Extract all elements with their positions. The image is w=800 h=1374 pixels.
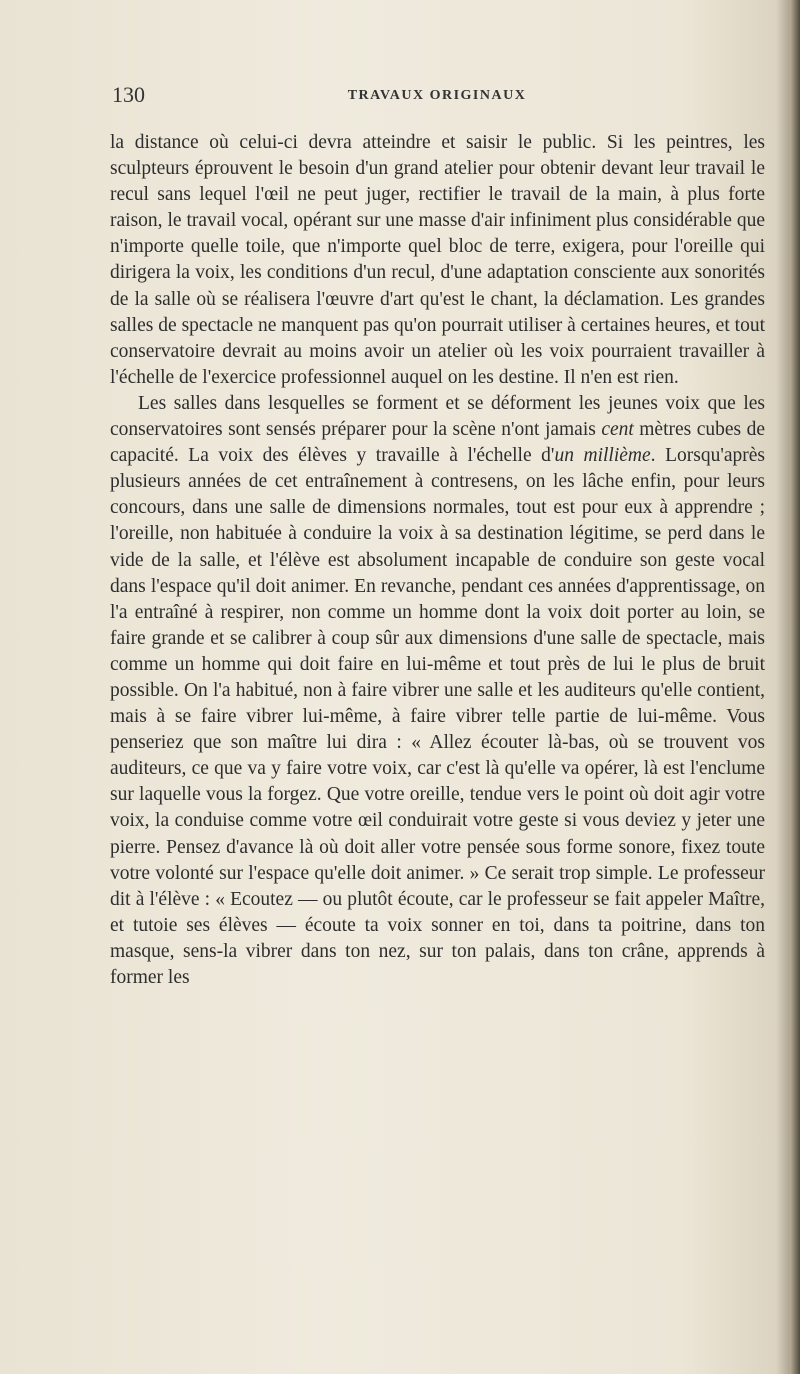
- page-header: [112, 82, 762, 112]
- body-text: [110, 130, 765, 991]
- text-segment: la distance où celui-ci devra atteindre et saisir le public. Si les peintres, les sculpteurs éprouvent le besoin d'un grand atelier pour obtenir devant leur travail le recul sans lequel l'œil ne peut juger, rectifier le travail de la main, à plus forte raison, le travail vocal, opérant sur une masse d'air infiniment plus considérable que n'importe quelle toile, que n'importe quel bloc de terre, exigera, pour l'oreille qui dirigera la voix, les conditions d'un recul, d'une adaptation consciente aux sonorités de la salle où se réalisera l'œuvre d'art qu'est le chant, la déclamation. Les grandes salles de spectacle ne manquent pas qu'on pourrait utiliser à certaines heures, et tout conservatoire devrait au moins avoir un atelier où les voix pourraient travailler à l'échelle de l'exercice professionnel auquel on les destine. Il n'en est rien.: [110, 132, 765, 388]
- text-segment: Les salles dans lesquelles se forment et se déforment les jeunes voix que les conservatoires sont sensés préparer pour la scène n'ont jamais: [110, 392, 765, 441]
- text-segment: . Lorsqu'après plusieurs années de cet entraînement à contresens, on les lâche enfin, pour leurs concours, dans une salle de dimensions normales, tout est pour eux à apprendre ; l'oreille, non habituée à conduire la voix à sa destination légitime, se perd dans le vide de la salle, et l'élève est absolument incapable de conduire son geste vocal dans l'espace qu'il doit animer. En revanche, pendant ces années d'apprentissage, on l'a entraîné à respirer, non comme un homme dont la voix doit porter au loin, se faire grande et se calibrer à coup sûr aux dimensions d'une salle de spectacle, mais comme un homme qui doit faire en lui-même et tout près de lui le plus de bruit possible. On l'a habitué, non à faire vibrer une salle et les auditeurs qu'elle contient, mais à se faire vibrer lui-même, à faire vibrer telle partie de lui-même. Vous penseriez que son maître lui dira : « Allez écouter là-bas, où se trouvent vos auditeurs, ce que va y faire votre voix, car c'est là qu'elle va opérer, là est l'enclume sur laquelle vous la forgez. Que votre oreille, tendue vers le point où doit agir votre voix, la conduise comme votre œil conduirait votre geste si vous deviez y jeter une pierre. Pensez d'avance là où doit aller votre pensée sous forme sonore, fixez toute votre volonté sur l'espace qu'elle doit animer. » Ce serait trop simple. Le professeur dit à l'élève : « Ecoutez — ou plutôt écoute, car le professeur se fait appeler Maître, et tutoie ses élèves — écoute ta voix sonner en toi, dans ta poitrine, dans ton masque, sens-la vibrer dans ton nez, sur ton palais, dans ton crâne, apprends à former les: [110, 445, 765, 988]
- running-head: TRAVAUX ORIGINAUX: [347, 88, 527, 103]
- page-edge-shadow: [790, 0, 800, 1374]
- page-number: 130: [112, 82, 145, 107]
- paragraph: [110, 130, 765, 391]
- emphasis-text: un millième: [554, 445, 651, 467]
- paragraph: [110, 391, 765, 991]
- text-segment: mètres cubes de capacité. La voix des élèves y travaille à l'échelle d': [110, 419, 765, 467]
- emphasis-text: cent: [601, 419, 634, 441]
